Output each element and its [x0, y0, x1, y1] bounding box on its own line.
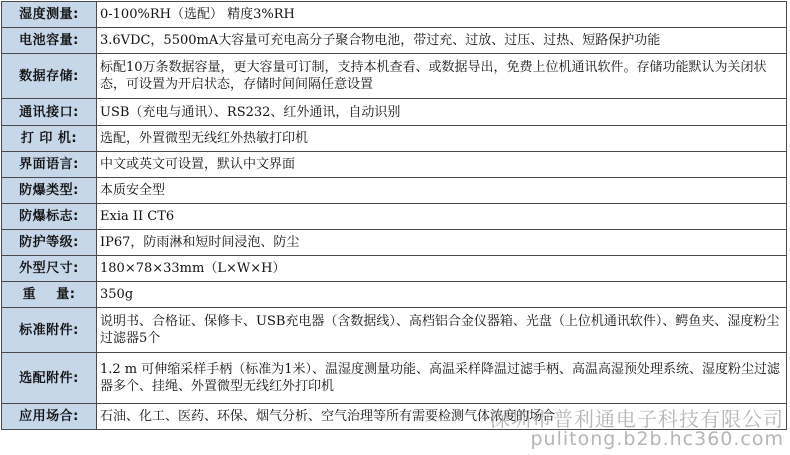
spec-value: Exia II CT6 [97, 204, 787, 230]
spec-label: 选配附件: [2, 353, 97, 404]
spec-label: 通讯接口: [2, 99, 97, 126]
spec-row-protection [2, 230, 787, 256]
spec-value: 180×78×33mm（L×W×H） [97, 256, 787, 282]
spec-value: USB（充电与通讯）、RS232、红外通讯，自动识别 [97, 99, 787, 126]
spec-row-standard-accessories [2, 308, 787, 353]
spec-label: 应用场合: [2, 404, 97, 430]
spec-label: 重 量: [2, 282, 97, 308]
watermark-url: pulitong.b2b.hc360.com [530, 428, 784, 450]
watermark-company: 深圳市普利通电子科技有限公司 [490, 407, 784, 431]
spec-row-printer [2, 126, 787, 152]
spec-label: 外型尺寸: [2, 256, 97, 282]
spec-label: 打 印 机: [2, 126, 97, 152]
spec-value: IP67，防雨淋和短时间浸泡、防尘 [97, 230, 787, 256]
spec-value: 中文或英文可设置，默认中文界面 [97, 152, 787, 178]
spec-value: 说明书、合格证、保修卡、USB充电器（含数据线）、高档铝合金仪器箱、光盘（上位机通讯软件）、鳄鱼夹、湿度粉尘过滤器5个 [97, 308, 787, 353]
spec-row-optional-accessories [2, 353, 787, 404]
spec-row-humidity [2, 2, 787, 28]
spec-value: 本质安全型 [97, 178, 787, 204]
spec-value: 3.6VDC，5500mA大容量可充电高分子聚合物电池，带过充、过放、过压、过热、短路保护功能 [97, 28, 787, 54]
spec-label: 界面语言: [2, 152, 97, 178]
spec-value: 石油、化工、医药、环保、烟气分析、空气治理等所有需要检测气体浓度的场合 [97, 404, 787, 430]
spec-label: 数据存储: [2, 54, 97, 99]
spec-label: 防护等级: [2, 230, 97, 256]
spec-label: 标准附件: [2, 308, 97, 353]
spec-value: 标配10万条数据容量，更大容量可订制，支持本机查看、或数据导出，免费上位机通讯软件。存储功能默认为关闭状态，可设置为开启状态，存储时间间隔任意设置 [97, 54, 787, 99]
spec-row-weight [2, 282, 787, 308]
spec-table [1, 1, 787, 430]
spec-label: 防爆类型: [2, 178, 97, 204]
spec-row-battery [2, 28, 787, 54]
spec-row-language [2, 152, 787, 178]
spec-value: 350g [97, 282, 787, 308]
spec-row-explosion-mark [2, 204, 787, 230]
spec-row-explosion-type [2, 178, 787, 204]
spec-row-applications [2, 404, 787, 430]
spec-value: 选配，外置微型无线红外热敏打印机 [97, 126, 787, 152]
spec-row-interface [2, 99, 787, 126]
spec-label: 湿度测量: [2, 2, 97, 28]
spec-row-dimensions [2, 256, 787, 282]
spec-label: 电池容量: [2, 28, 97, 54]
spec-value: 0-100%RH（选配） 精度3%RH [97, 2, 787, 28]
spec-label: 防爆标志: [2, 204, 97, 230]
spec-value: 1.2 m 可伸缩采样手柄（标准为1米）、温湿度测量功能、高温采样降温过滤手柄、高温高湿预处理系统、湿度粉尘过滤器多个、挂绳、外置微型无线红外打印机 [97, 353, 787, 404]
spec-row-storage [2, 54, 787, 99]
